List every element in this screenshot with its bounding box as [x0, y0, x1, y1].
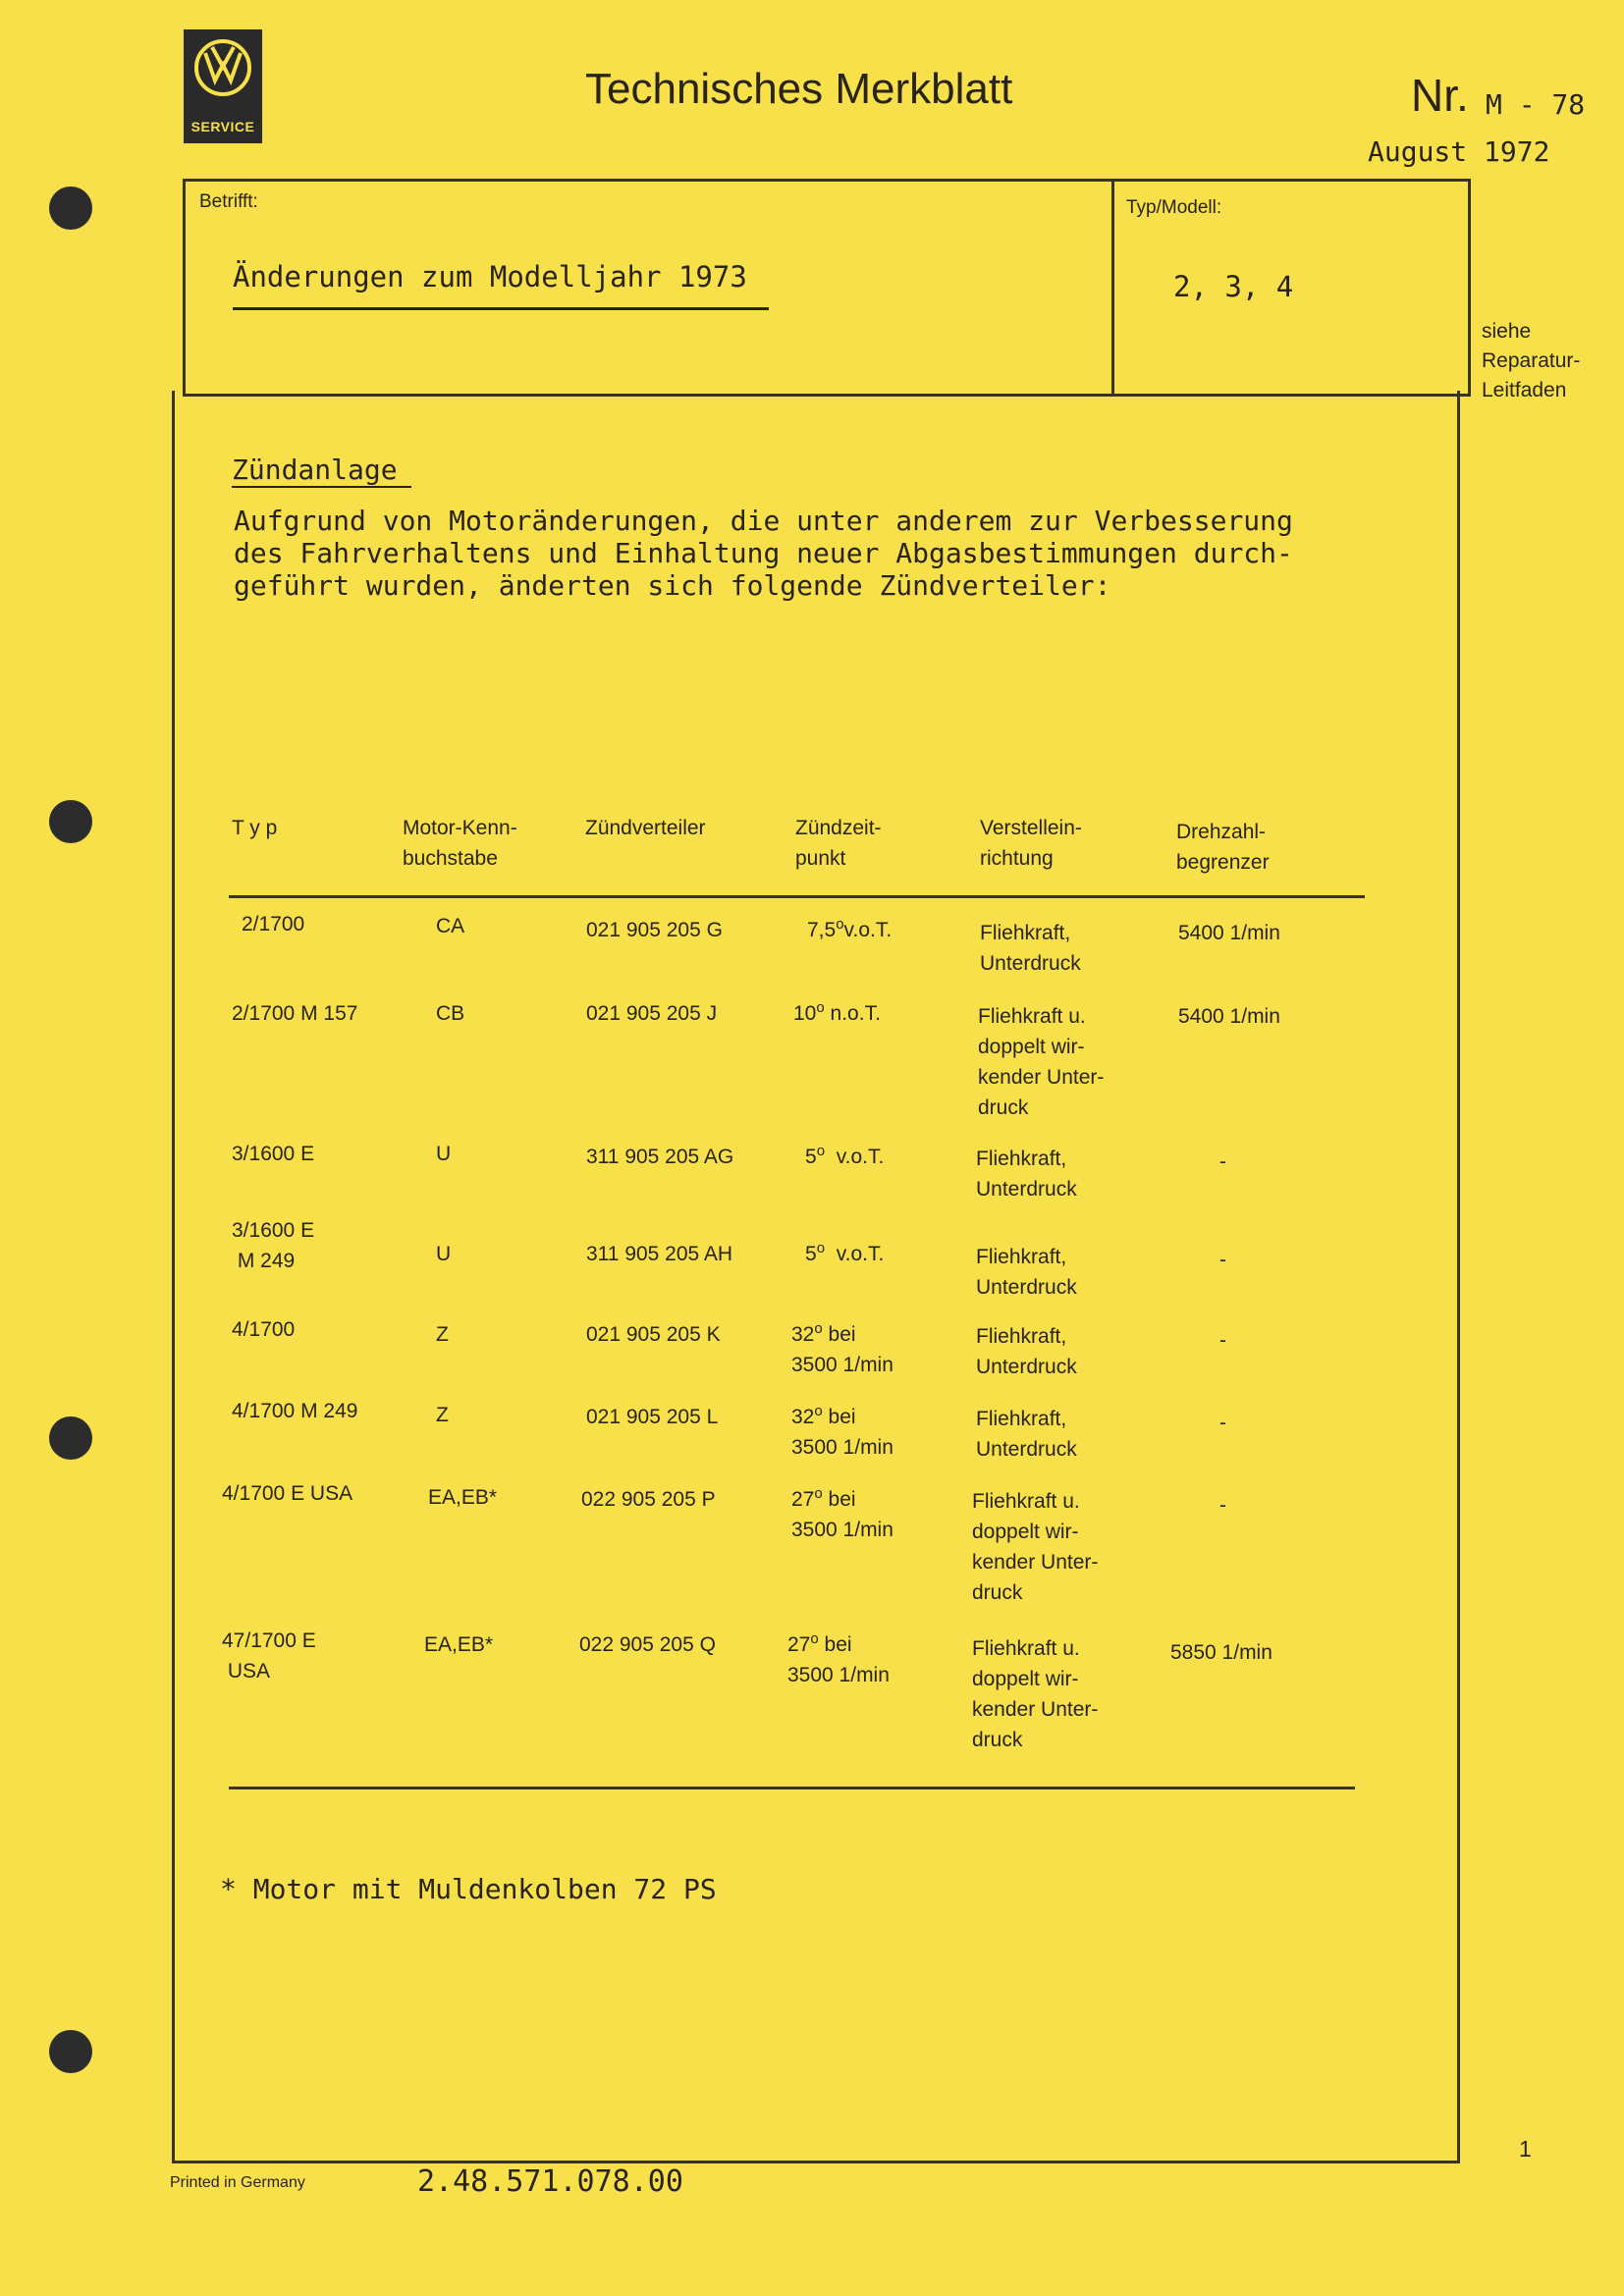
- frame-right: [1457, 391, 1460, 2163]
- header-motor-kenn: Motor-Kenn- buchstabe: [403, 817, 517, 870]
- print-code: 2.48.571.078.00: [417, 2164, 683, 2199]
- cell-verstell: Fliehkraft, Unterdruck: [976, 1148, 1077, 1201]
- table-header-rule: [229, 895, 1365, 898]
- section-heading-underline: [232, 486, 411, 488]
- cell-typ: 2/1700 M 157: [232, 1002, 358, 1025]
- cell-zeit: 27$^o$ bei 3500 1/min: [791, 1485, 893, 1541]
- cell-kenn: U: [436, 1243, 452, 1265]
- cell-drehzahl: -: [1219, 1412, 1226, 1434]
- section-paragraph: Aufgrund von Motoränderungen, die unter anderem zur Verbesserung des Fahrverhaltens und Einhaltung neuer Abgasbestimmungen durch- geführt wurden, änderten sich folgende Zündverteiler:: [234, 505, 1293, 602]
- section-heading: Zündanlage: [232, 454, 398, 486]
- punch-hole: [49, 2030, 92, 2073]
- cell-zeit: 7,5$^o$v.o.T.: [807, 916, 893, 941]
- document-title: Technisches Merkblatt: [585, 65, 1013, 113]
- cell-verstell: Fliehkraft, Unterdruck: [976, 1246, 1077, 1299]
- cell-typ: 3/1600 E M 249: [232, 1219, 315, 1272]
- header-typ: T y p: [232, 817, 278, 839]
- cell-verteiler: 311 905 205 AH: [586, 1243, 733, 1265]
- frame-left: [172, 391, 175, 2163]
- cell-drehzahl: -: [1219, 1249, 1226, 1271]
- nr-label: Nr.: [1411, 70, 1469, 121]
- cell-drehzahl: -: [1219, 1150, 1226, 1173]
- cell-typ: 2/1700: [242, 913, 305, 935]
- table-bottom-rule: [229, 1787, 1355, 1789]
- cell-typ: 3/1600 E: [232, 1143, 315, 1165]
- cell-kenn: EA,EB*: [428, 1486, 498, 1509]
- cell-typ: 47/1700 E USA: [222, 1629, 316, 1682]
- printed-in-germany: Printed in Germany: [170, 2174, 305, 2191]
- nr-value: M - 78: [1486, 88, 1586, 121]
- subject-box-divider: [1111, 182, 1114, 394]
- cell-kenn: CA: [436, 915, 465, 937]
- cell-kenn: Z: [436, 1404, 449, 1426]
- logo-service-text: SERVICE: [190, 119, 255, 134]
- page-number: 1: [1519, 2136, 1532, 2162]
- model-numbers: 2, 3, 4: [1173, 270, 1294, 303]
- side-note: [1482, 317, 1580, 405]
- cell-typ: 4/1700 M 249: [232, 1400, 358, 1422]
- cell-kenn: CB: [436, 1002, 465, 1025]
- punch-hole: [49, 800, 92, 843]
- side-note-line: siehe: [1482, 320, 1532, 343]
- vw-service-logo: [184, 29, 262, 143]
- cell-kenn: U: [436, 1143, 452, 1165]
- header-drehzahlbegrenzer: Drehzahl- begrenzer: [1176, 821, 1270, 874]
- cell-verstell: Fliehkraft, Unterdruck: [976, 1408, 1077, 1461]
- cell-drehzahl: 5400 1/min: [1178, 1005, 1280, 1028]
- cell-verteiler: 021 905 205 J: [586, 1002, 718, 1025]
- cell-typ: 4/1700: [232, 1318, 296, 1341]
- cell-drehzahl: -: [1219, 1494, 1226, 1517]
- cell-zeit: 5$^o$ v.o.T.: [805, 1143, 885, 1168]
- side-note-line: Leitfaden: [1482, 379, 1567, 401]
- subject-box: [183, 179, 1471, 397]
- cell-zeit: 5$^o$ v.o.T.: [805, 1240, 885, 1265]
- frame-bottom: [172, 2161, 1460, 2163]
- punch-hole: [49, 1416, 92, 1460]
- cell-drehzahl: 5400 1/min: [1178, 922, 1280, 944]
- cell-kenn: Z: [436, 1323, 449, 1346]
- cell-verteiler: 021 905 205 K: [586, 1323, 721, 1346]
- cell-verteiler: 022 905 205 P: [581, 1488, 716, 1511]
- subject-text: Änderungen zum Modelljahr 1973: [233, 260, 747, 294]
- cell-drehzahl: -: [1219, 1329, 1226, 1352]
- cell-zeit: 32$^o$ bei 3500 1/min: [791, 1403, 893, 1459]
- cell-verstell: Fliehkraft u. doppelt wir- kender Unter- druck: [972, 1490, 1099, 1604]
- footnote: * Motor mit Muldenkolben 72 PS: [220, 1873, 717, 1905]
- cell-zeit: 32$^o$ bei 3500 1/min: [791, 1320, 893, 1376]
- cell-verstell: Fliehkraft u. doppelt wir- kender Unter- druck: [972, 1637, 1099, 1751]
- cell-zeit: 27$^o$ bei 3500 1/min: [787, 1630, 890, 1686]
- subject-underline: [233, 307, 769, 310]
- cell-typ: 4/1700 E USA: [222, 1482, 353, 1505]
- cell-zeit: 10$^o$ n.o.T.: [793, 999, 881, 1025]
- cell-verteiler: 311 905 205 AG: [586, 1146, 734, 1168]
- side-note-line: Reparatur-: [1482, 349, 1581, 372]
- cell-drehzahl: 5850 1/min: [1170, 1641, 1272, 1664]
- cell-verstell: Fliehkraft, Unterdruck: [976, 1325, 1077, 1378]
- cell-verstell: Fliehkraft, Unterdruck: [980, 922, 1081, 975]
- header-zuendzeitpunkt: Zündzeit- punkt: [795, 817, 882, 870]
- cell-verteiler: 022 905 205 Q: [579, 1633, 716, 1656]
- cell-kenn: EA,EB*: [424, 1633, 494, 1656]
- vw-emblem-icon: [192, 37, 253, 98]
- header-verstelleinrichtung: Verstellein- richtung: [980, 817, 1082, 870]
- cell-verstell: Fliehkraft u. doppelt wir- kender Unter- druck: [978, 1005, 1105, 1119]
- cell-verteiler: 021 905 205 G: [586, 919, 723, 941]
- betrifft-label: Betrifft:: [199, 191, 258, 212]
- typ-modell-label: Typ/Modell:: [1126, 197, 1222, 218]
- header-zuendverteiler: Zündverteiler: [585, 817, 706, 839]
- punch-hole: [49, 187, 92, 230]
- cell-verteiler: 021 905 205 L: [586, 1406, 719, 1428]
- document-date: August 1972: [1368, 135, 1550, 168]
